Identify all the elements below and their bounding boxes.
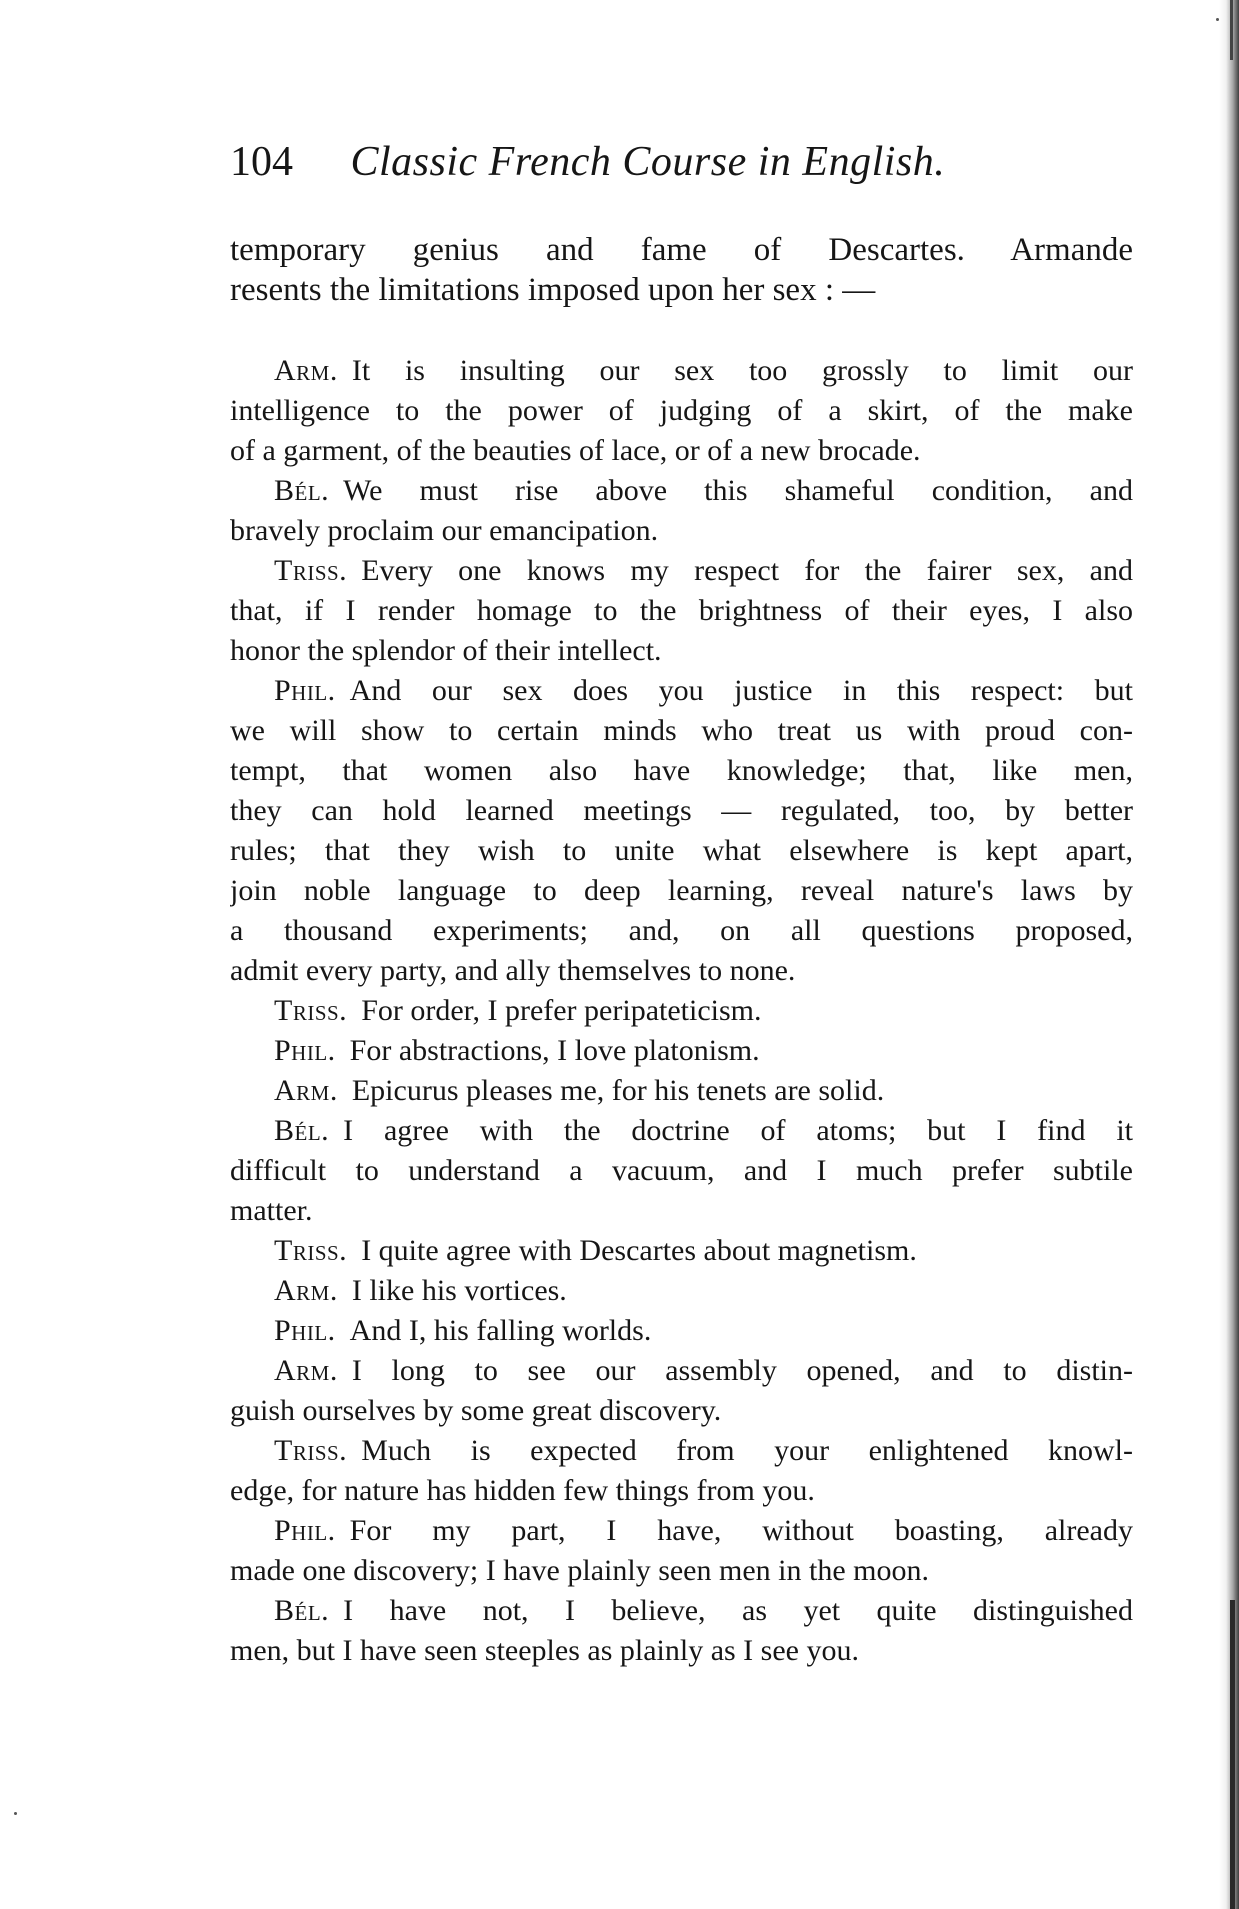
speaker-label: Phil. <box>274 1034 336 1067</box>
text-line: resents the limitations imposed upon her sex : — <box>230 272 876 308</box>
speech-text: I long to see our assembly opened, and to distin- <box>351 1354 1133 1387</box>
speech-text: We must rise above this shameful condition, and <box>343 474 1133 507</box>
binding-shadow <box>1219 0 1239 1909</box>
speech-text: I agree with the doctrine of atoms; but I find it <box>343 1114 1133 1147</box>
speaker-label: Phil. <box>274 674 336 707</box>
text-line: men, but I have seen steeples as plainly as I see you. <box>230 1634 859 1667</box>
dialogue-line <box>230 1311 1133 1351</box>
dialogue-line <box>230 1031 1133 1071</box>
speech-text: For abstractions, I love platonism. <box>349 1034 760 1067</box>
speaker-label: Triss. <box>274 554 348 587</box>
speaker-label: Bél. <box>274 1594 330 1627</box>
text-line: tempt, that women also have knowledge; that, like men, <box>230 754 1133 787</box>
dialogue-line <box>230 351 1133 391</box>
text-line: difficult to understand a vacuum, and I much prefer subtile <box>230 1154 1133 1187</box>
speech-text: And our sex does you justice in this respect: but <box>349 674 1133 707</box>
text-line: they can hold learned meetings — regulated, too, by better <box>230 794 1133 827</box>
speech-text: I like his vortices. <box>351 1274 567 1307</box>
page-header <box>230 138 1130 188</box>
speaker-label: Triss. <box>274 994 348 1027</box>
speech-text: For my part, I have, without boasting, already <box>349 1514 1133 1547</box>
text-line: join noble language to deep learning, reveal nature's laws by <box>230 874 1133 907</box>
dialogue-line <box>230 1231 1133 1271</box>
dialogue-line <box>230 1431 1133 1471</box>
text-line: that, if I render homage to the brightness of their eyes, I also <box>230 594 1133 627</box>
binding-edge-mark <box>1230 0 1233 60</box>
text-line: matter. <box>230 1194 313 1227</box>
text-line: intelligence to the power of judging of a skirt, of the make <box>230 394 1133 427</box>
speech-text: And I, his falling worlds. <box>349 1314 652 1347</box>
speech-text: It is insulting our sex too grossly to limit our <box>351 354 1133 387</box>
speaker-label: Bél. <box>274 474 330 507</box>
speech-text: For order, I prefer peripateticism. <box>361 994 762 1027</box>
page-number: 104 <box>230 139 293 185</box>
binding-edge-mark <box>1230 1600 1235 1909</box>
text-line: we will show to certain minds who treat us with proud con- <box>230 714 1133 747</box>
text-line: guish ourselves by some great discovery. <box>230 1394 722 1427</box>
dialogue-line <box>230 991 1133 1031</box>
dialogue-line <box>230 1511 1133 1551</box>
speaker-label: Arm. <box>274 1274 338 1307</box>
speaker-label: Arm. <box>274 1074 338 1107</box>
scan-speck <box>14 1812 17 1815</box>
dialogue-line <box>230 1591 1133 1631</box>
text-line: admit every party, and ally themselves to none. <box>230 954 796 987</box>
speaker-label: Bél. <box>274 1114 330 1147</box>
speech-text: Every one knows my respect for the fairer sex, and <box>361 554 1133 587</box>
speaker-label: Arm. <box>274 1354 338 1387</box>
speech-text: I have not, I believe, as yet quite distinguished <box>343 1594 1133 1627</box>
text-line: made one discovery; I have plainly seen men in the moon. <box>230 1554 929 1587</box>
dialogue-line <box>230 551 1133 591</box>
dialogue-line <box>230 1111 1133 1151</box>
text-line: honor the splendor of their intellect. <box>230 634 662 667</box>
text-line: rules; that they wish to unite what elsewhere is kept apart, <box>230 834 1133 867</box>
dialogue-line <box>230 1271 1133 1311</box>
speech-text: Epicurus pleases me, for his tenets are solid. <box>351 1074 885 1107</box>
speech-text: I quite agree with Descartes about magnetism. <box>361 1234 917 1267</box>
speaker-label: Phil. <box>274 1514 336 1547</box>
text-line: a thousand experiments; and, on all questions proposed, <box>230 914 1133 947</box>
text-line: edge, for nature has hidden few things from you. <box>230 1474 815 1507</box>
dialogue-line <box>230 1071 1133 1111</box>
speaker-label: Triss. <box>274 1434 348 1467</box>
running-title: Classic French Course in English. <box>350 139 946 185</box>
text-line: bravely proclaim our emancipation. <box>230 514 659 547</box>
dialogue-line <box>230 1351 1133 1391</box>
dialogue-line <box>230 671 1133 711</box>
paragraph-gap <box>230 310 1133 351</box>
text-line: temporary genius and fame of Descartes. Armande <box>230 232 1133 268</box>
body-text <box>230 230 1133 1671</box>
speaker-label: Arm. <box>274 354 338 387</box>
speech-text: Much is expected from your enlightened knowl- <box>361 1434 1133 1467</box>
speaker-label: Phil. <box>274 1314 336 1347</box>
dialogue-line <box>230 471 1133 511</box>
scan-speck <box>1216 18 1219 21</box>
speaker-label: Triss. <box>274 1234 348 1267</box>
text-line: of a garment, of the beauties of lace, or of a new brocade. <box>230 434 921 467</box>
